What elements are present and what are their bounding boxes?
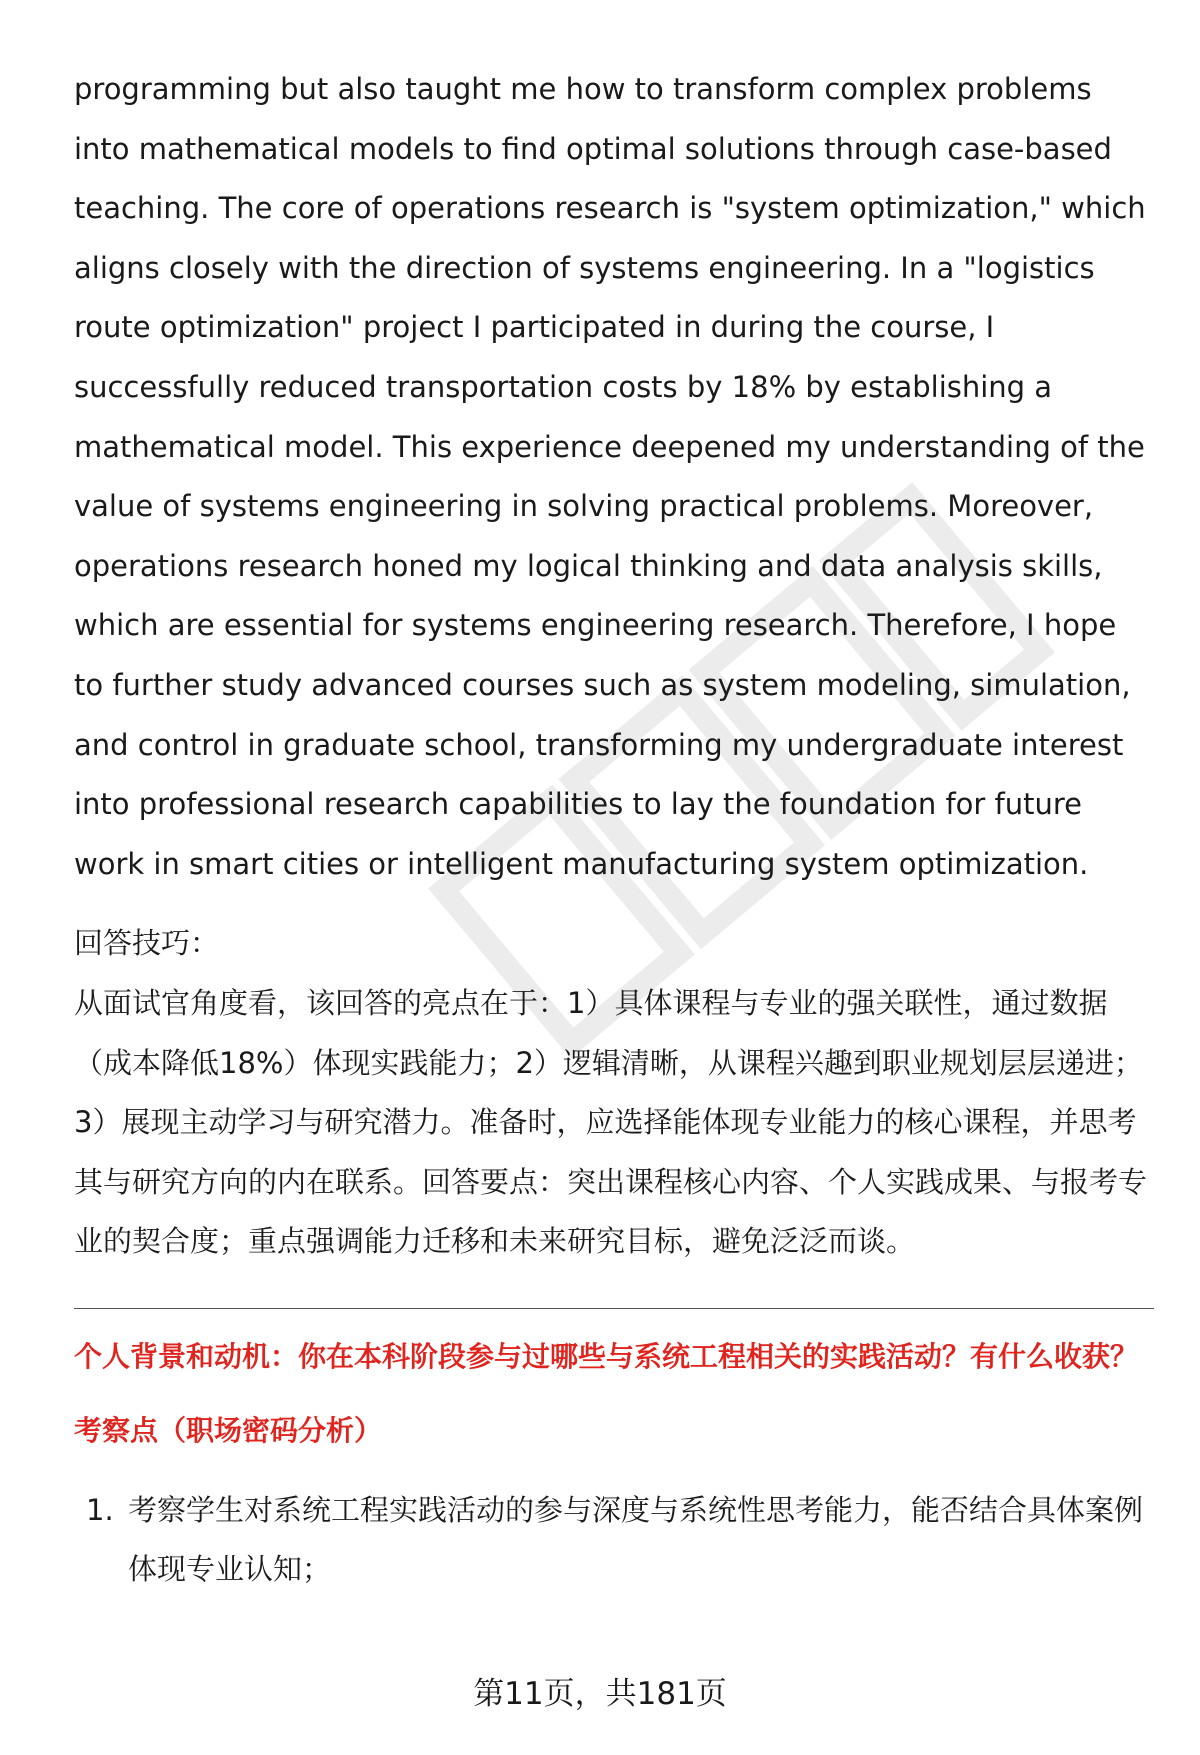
- list-item-text: 考察学生对系统工程实践活动的参与深度与系统性思考能力，能否结合具体案例体现专业认知；: [128, 1492, 1144, 1587]
- page-number: 第11页，共181页: [473, 1676, 727, 1712]
- answer-paragraph: programming but also taught me how to transform complex problems into mathematical models to find optimal solutions through case-based teaching. The core of operations research is "system optimization," which aligns closely with the direction of systems engineering. In a "logistics route optimization" project I participated in during the course, I successfully reduced transportation costs by 18% by establishing a mathematical model. This experience deepened my understanding of the value of systems engineering in solving practical problems. Moreover, operations research honed my logical thinking and data analysis skills, which are essential for systems engineering research. Therefore, I hope to further study advanced courses such as system modeling, simulation, and control in graduate school, transforming my undergraduate interest into professional research capabilities to lay the foundation for future work in smart cities or intelligent manufacturing system optimization.: [74, 72, 1146, 881]
- points-list: [74, 1481, 1154, 1600]
- list-item: [74, 1481, 1154, 1600]
- question-title: 个人背景和动机：你在本科阶段参与过哪些与系统工程相关的实践活动？有什么收获？: [74, 1339, 1139, 1373]
- list-item-number: 1.: [86, 1492, 114, 1527]
- tips-label: 回答技巧：: [74, 926, 220, 961]
- page-content: [74, 60, 1154, 1600]
- section-divider: [74, 1308, 1154, 1309]
- points-heading: 考察点（职场密码分析）: [74, 1413, 383, 1447]
- tips-body: 从面试官角度看，该回答的亮点在于：1）具体课程与专业的强关联性，通过数据（成本降低18%）体现实践能力；2）逻辑清晰，从课程兴趣到职业规划层层递进；3）展现主动学习与研究潜力。准备时，应选择能体现专业能力的核心课程，并思考其与研究方向的内在联系。回答要点：突出课程核心内容、个人实践成果、与报考专业的契合度；重点强调能力迁移和未来研究目标，避免泛泛而谈。: [74, 985, 1148, 1259]
